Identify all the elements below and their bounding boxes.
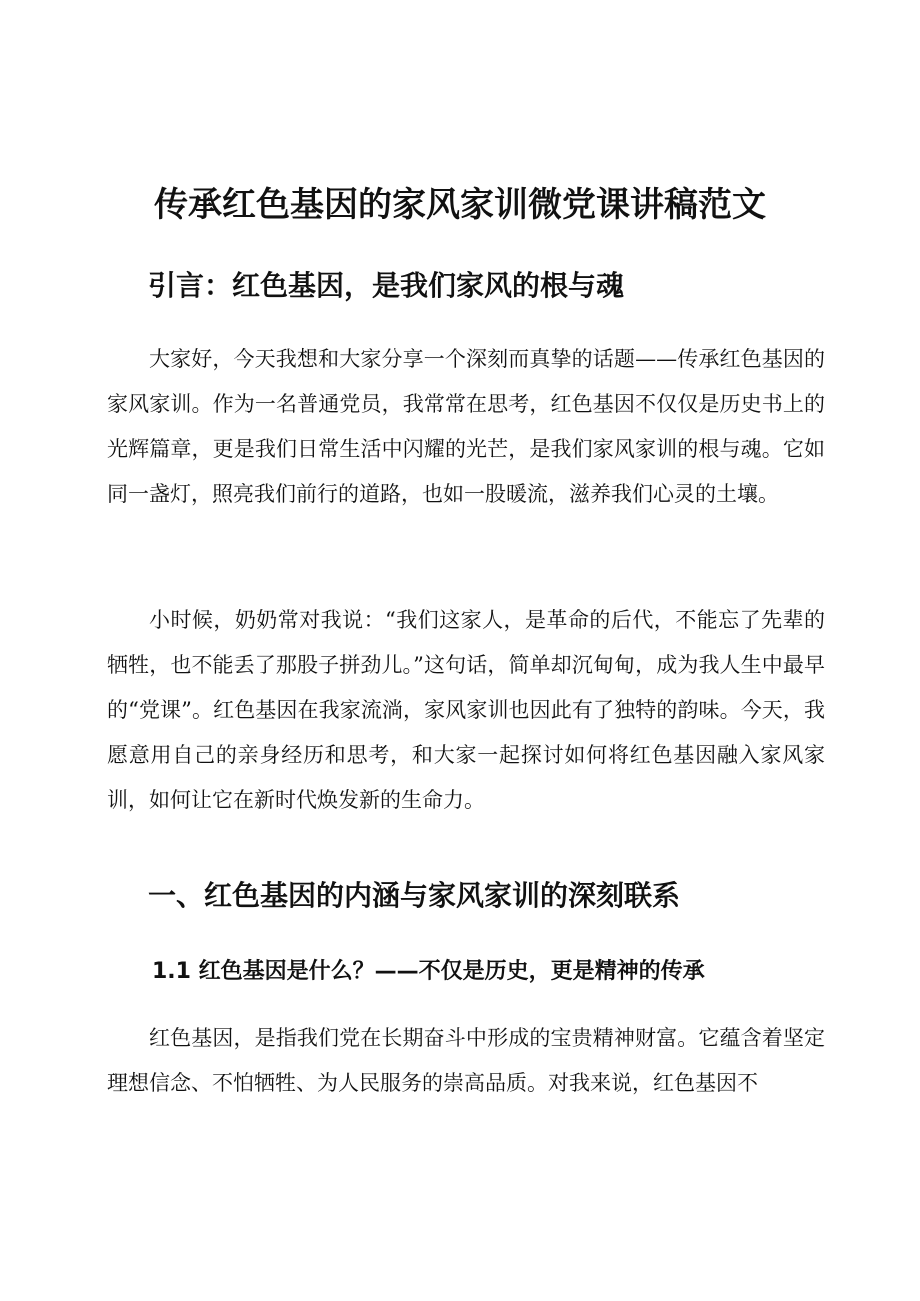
paragraph-intro-1: 大家好，今天我想和大家分享一个深刻而真挚的话题——传承红色基因的家风家训。作为一名普通党员，我常常在思考，红色基因不仅仅是历史书上的光辉篇章，更是我们日常生活中闪耀的光芒，是我们家风家训的根与魂。它如同一盏灯，照亮我们前行的道路，也如一股暖流，滋养我们心灵的土壤。	[107, 347, 825, 506]
section-heading-1: 一、红色基因的内涵与家风家训的深刻联系	[148, 879, 681, 912]
section-heading-intro: 引言：红色基因，是我们家风的根与魂	[148, 269, 625, 302]
paragraph-1-1: 红色基因，是指我们党在长期奋斗中形成的宝贵精神财富。它蕴含着坚定理想信念、不怕牺牲、为人民服务的崇高品质。对我来说，红色基因不	[107, 1026, 825, 1095]
paragraph-intro-2: 小时候，奶奶常对我说：“我们这家人，是革命的后代，不能忘了先辈的牺牲，也不能丢了那股子拼劲儿。”这句话，简单却沉甸甸，成为我人生中最早的“党课”。红色基因在我家流淌，家风家训也因此有了独特的韵味。今天，我愿意用自己的亲身经历和思考，和大家一起探讨如何将红色基因融入家风家训，如何让它在新时代焕发新的生命力。	[107, 608, 825, 812]
document-title: 传承红色基因的家风家训微党课讲稿范文	[154, 185, 766, 225]
subsection-heading-1-1: 1.1 红色基因是什么？——不仅是历史，更是精神的传承	[152, 959, 705, 984]
